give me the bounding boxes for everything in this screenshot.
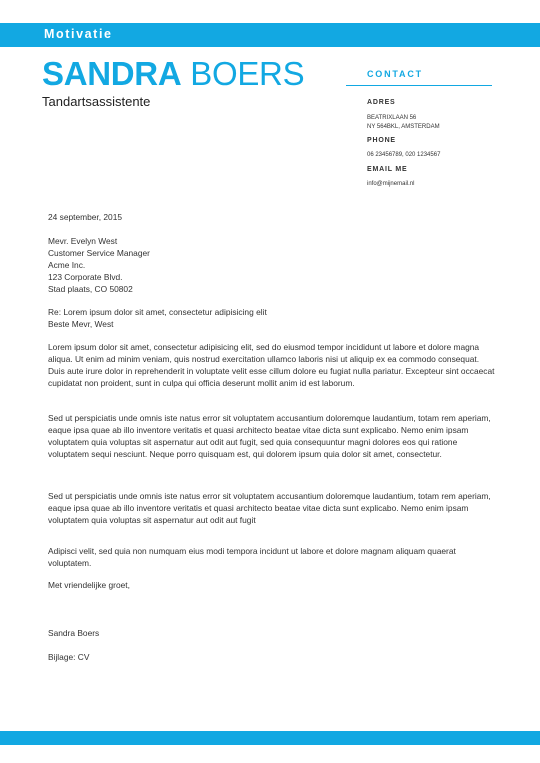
recipient-name: Mevr. Evelyn West [48, 236, 118, 246]
recipient-block [48, 235, 496, 295]
recipient-city: Stad plaats, CO 50802 [48, 284, 133, 295]
body-paragraph: Sed ut perspiciatis unde omnis iste natus error sit voluptatem accusantium doloremque laudantium, totam rem aperiam, eaque ipsa quae ab illo inventore veritatis et quasi architecto beatae vitae dicta sunt explicabo. Nemo enim ipsam voluptatem quia voluptas sit aspernatur aut odit aut fugit, sed quia consequuntur magni dolores eos qui ratione voluptatem sequi nesciunt. Neque porro quisquam est, qui dolorem ipsum quia dolor sit amet, consectetur. [48, 413, 491, 460]
attachment-note: Bijlage: CV [48, 652, 90, 662]
salutation: Beste Mevr, West [48, 319, 114, 330]
subject-block [48, 306, 496, 330]
phone-label: PHONE [367, 137, 396, 144]
first-name: SANDRA [42, 55, 182, 92]
recipient-company: Acme Inc. [48, 260, 86, 271]
recipient-street: 123 Corporate Blvd. [48, 272, 123, 283]
contact-divider [346, 85, 492, 86]
body-paragraph: Adipisci velit, sed quia non numquam eius modi tempora incidunt ut labore et dolore magnam aliquam quaerat voluptatem. [48, 546, 456, 569]
email-value: info@mijnemail.nl [367, 181, 415, 187]
closing: Met vriendelijke groet, [48, 580, 130, 590]
letter-date: 24 september, 2015 [48, 212, 123, 222]
address-label: ADRES [367, 99, 396, 106]
email-label: EMAIL ME [367, 166, 408, 173]
phone-value: 06 23456789, 020 1234567 [367, 152, 441, 158]
address-value: BEATRIXLAAN 56 NY 564BKL, AMSTERDAM [367, 115, 440, 130]
body-paragraph: Sed ut perspiciatis unde omnis iste natus error sit voluptatem accusantium doloremque laudantium, totam rem aperiam, eaque ipsa quae ab illo inventore veritatis et quasi architecto beatae vitae dicta sunt explicabo. Nemo enim ipsam voluptatem quia voluptas sit aspernatur aut odit aut fugit [48, 491, 491, 526]
last-name: BOERS [190, 55, 305, 92]
body-paragraph: Lorem ipsum dolor sit amet, consectetur adipisicing elit, sed do eiusmod tempor incididunt ut labore et dolore magna aliqua. Ut enim ad minim veniam, quis nostrud exercitation ullamco laboris nisi ut aliquip ex ea commodo consequat. Duis aute irure dolor in reprehenderit in voluptate velit esse cillum dolore eu fugiat nulla pariatur. Excepteur sint occaecat cupidatat non proident, sunt in culpa qui officia deserunt mollit anim id est laborum. [48, 342, 495, 389]
recipient-title: Customer Service Manager [48, 248, 150, 259]
top-banner [0, 23, 540, 47]
bottom-banner [0, 731, 540, 745]
section-label: Motivatie [44, 27, 113, 41]
signature: Sandra Boers [48, 628, 100, 638]
subject-line: Re: Lorem ipsum dolor sit amet, consectetur adipisicing elit [48, 307, 267, 317]
contact-heading: CONTACT [367, 69, 423, 79]
applicant-name [42, 55, 304, 93]
job-title: Tandartsassistente [42, 94, 151, 109]
